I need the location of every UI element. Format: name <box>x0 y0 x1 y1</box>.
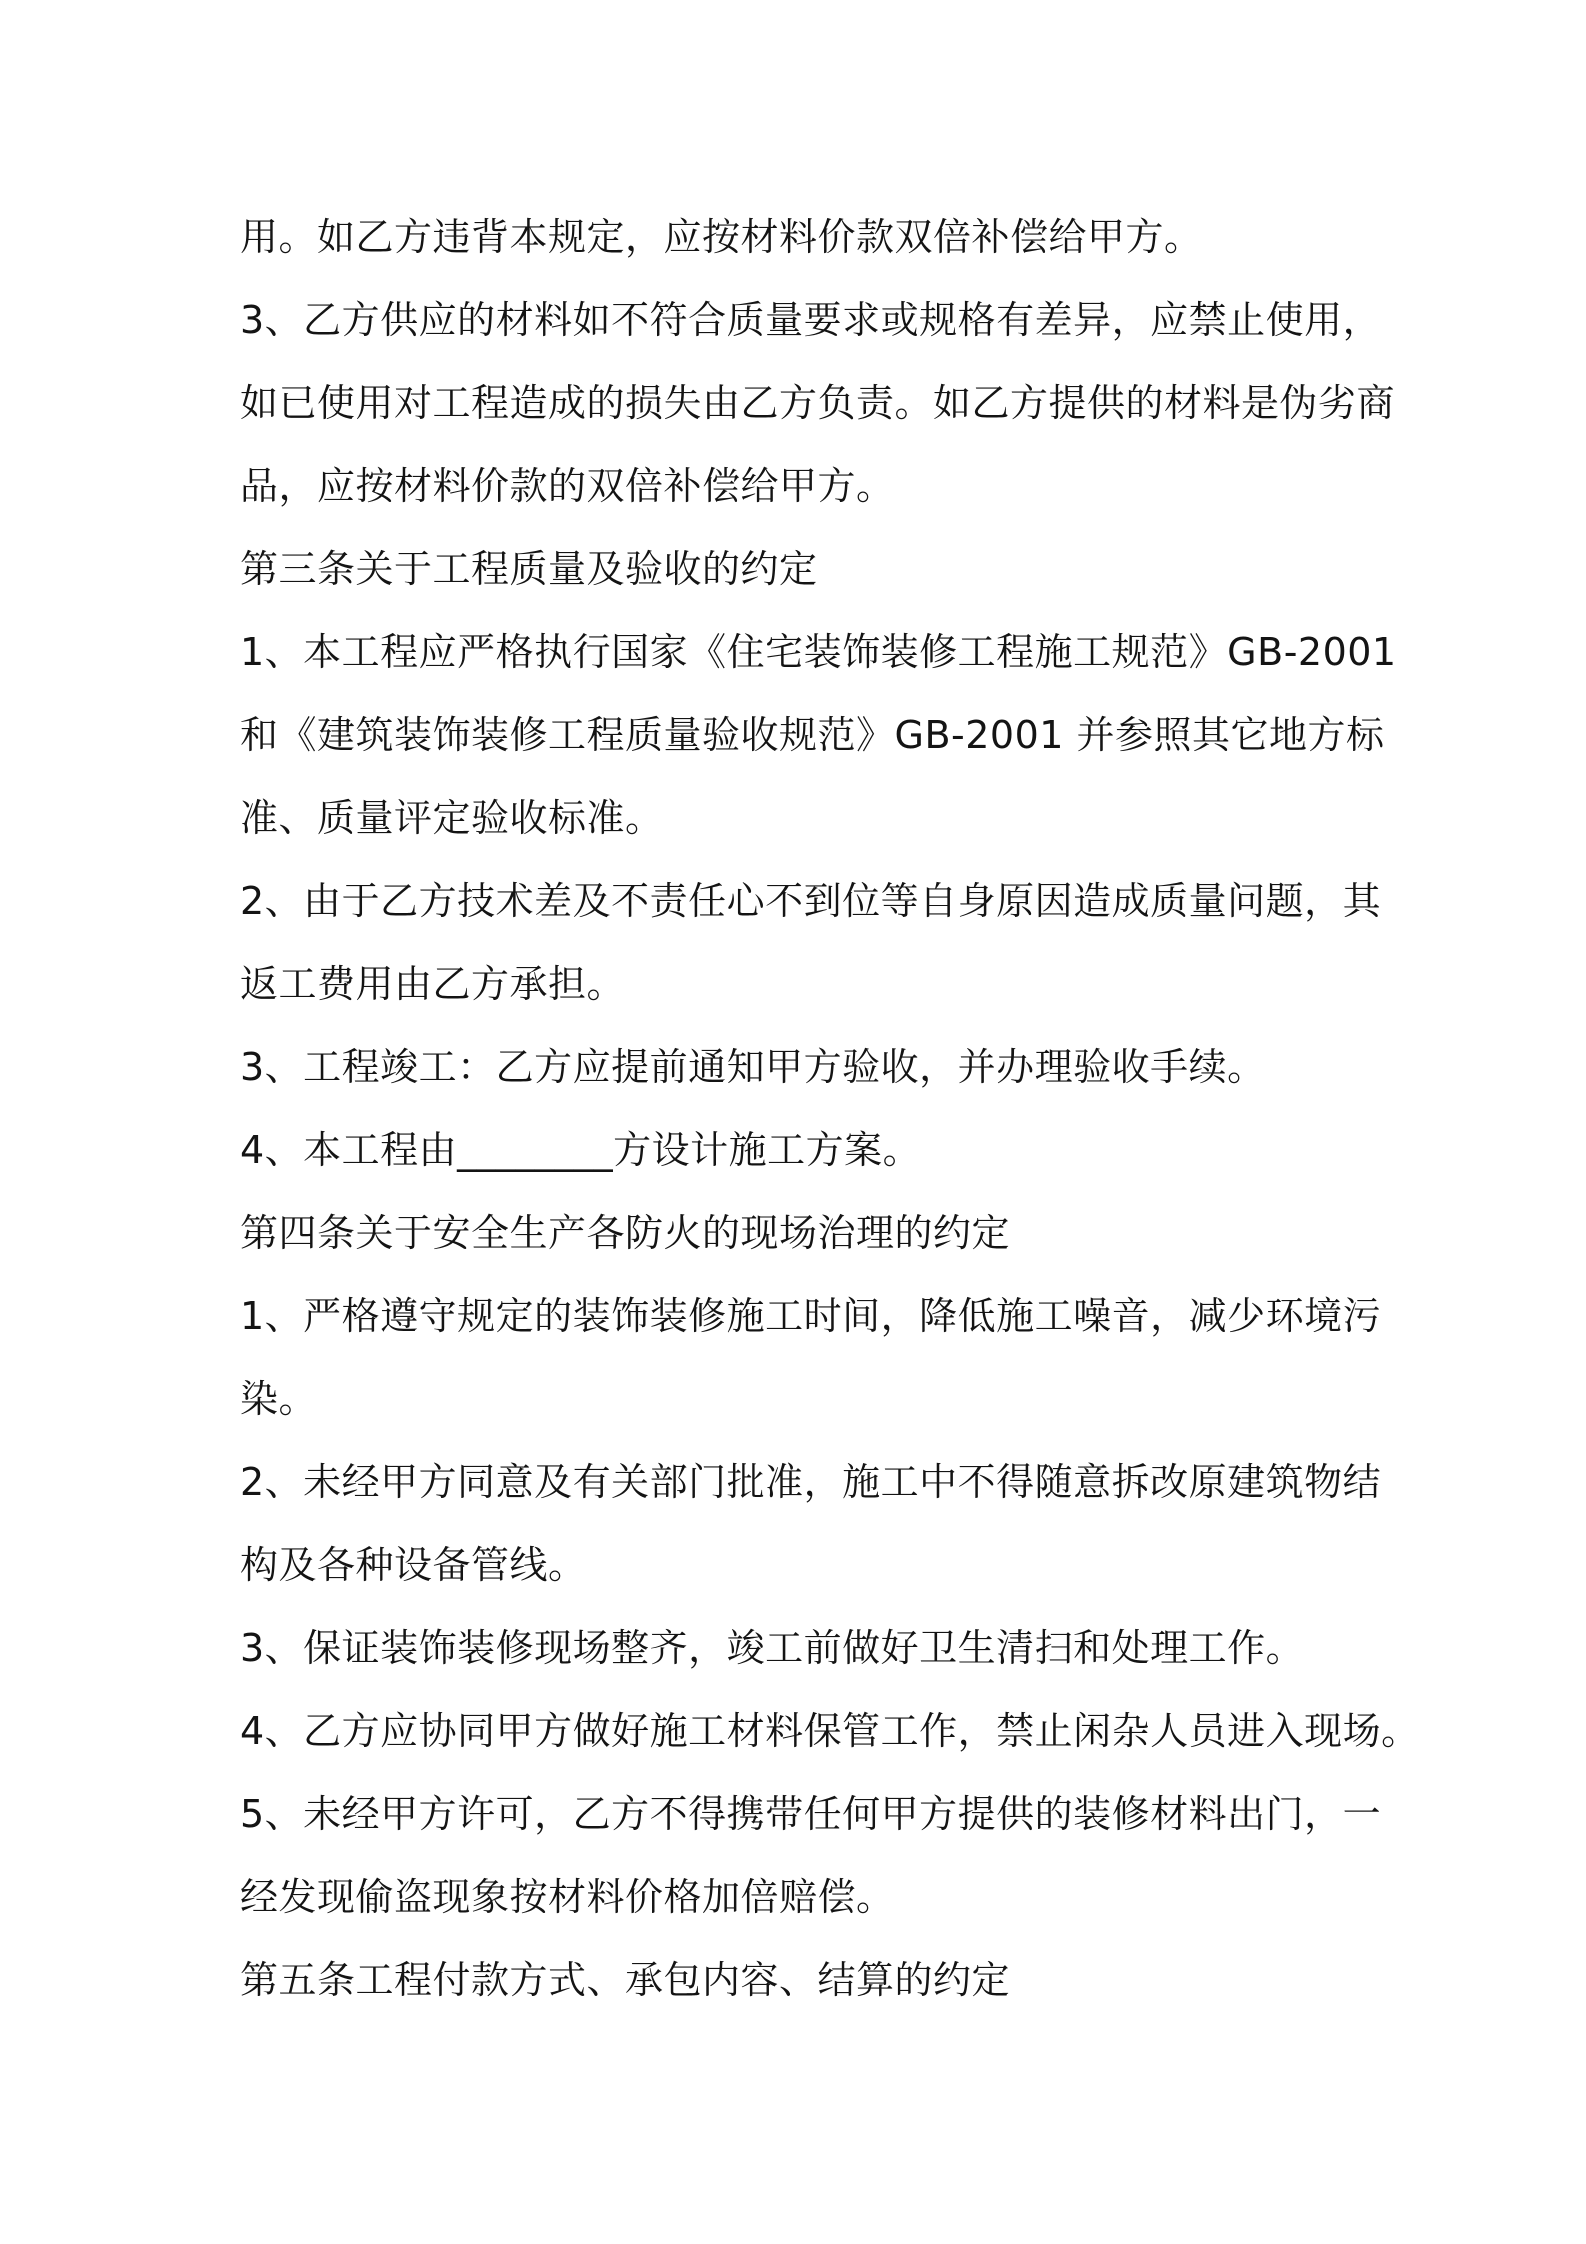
text-line: 构及各种设备管线。 <box>240 1543 587 1587</box>
clause-item: 2、由于乙方技术差及不责任心不到位等自身原因造成质量问题，其 <box>240 879 1382 923</box>
clause-item: 4、本工程由________方设计施工方案。 <box>240 1128 922 1172</box>
text-line: 返工费用由乙方承担。 <box>240 962 626 1006</box>
section-heading: 第三条关于工程质量及验收的约定 <box>240 547 818 591</box>
text-line: 染。 <box>240 1377 318 1421</box>
text-line: 和《建筑装饰装修工程质量验收规范》GB-2001 并参照其它地方标 <box>240 713 1385 757</box>
text-line: 经发现偷盗现象按材料价格加倍赔偿。 <box>240 1875 895 1919</box>
clause-item: 4、乙方应协同甲方做好施工材料保管工作，禁止闲杂人员进入现场。 <box>240 1709 1420 1753</box>
text-line: 如已使用对工程造成的损失由乙方负责。如乙方提供的材料是伪劣商 <box>240 381 1396 425</box>
clause-item: 3、保证装饰装修现场整齐，竣工前做好卫生清扫和处理工作。 <box>240 1626 1305 1670</box>
clause-item: 2、未经甲方同意及有关部门批准，施工中不得随意拆改原建筑物结 <box>240 1460 1382 1504</box>
text-line: 准、质量评定验收标准。 <box>240 796 664 840</box>
clause-item: 3、乙方供应的材料如不符合质量要求或规格有差异，应禁止使用， <box>240 298 1382 342</box>
clause-item: 1、严格遵守规定的装饰装修施工时间，降低施工噪音，减少环境污 <box>240 1294 1382 1338</box>
text-line: 用。如乙方违背本规定，应按材料价款双倍补偿给甲方。 <box>240 215 1203 259</box>
section-heading: 第四条关于安全生产各防火的现场治理的约定 <box>240 1211 1011 1255</box>
section-heading: 第五条工程付款方式、承包内容、结算的约定 <box>240 1958 1011 2002</box>
clause-item: 1、本工程应严格执行国家《住宅装饰装修工程施工规范》GB-2001 <box>240 630 1397 674</box>
clause-item: 3、工程竣工：乙方应提前通知甲方验收，并办理验收手续。 <box>240 1045 1266 1089</box>
clause-item: 5、未经甲方许可，乙方不得携带任何甲方提供的装修材料出门，一 <box>240 1792 1382 1836</box>
document-body <box>240 196 1420 2022</box>
text-line: 品，应按材料价款的双倍补偿给甲方。 <box>240 464 895 508</box>
